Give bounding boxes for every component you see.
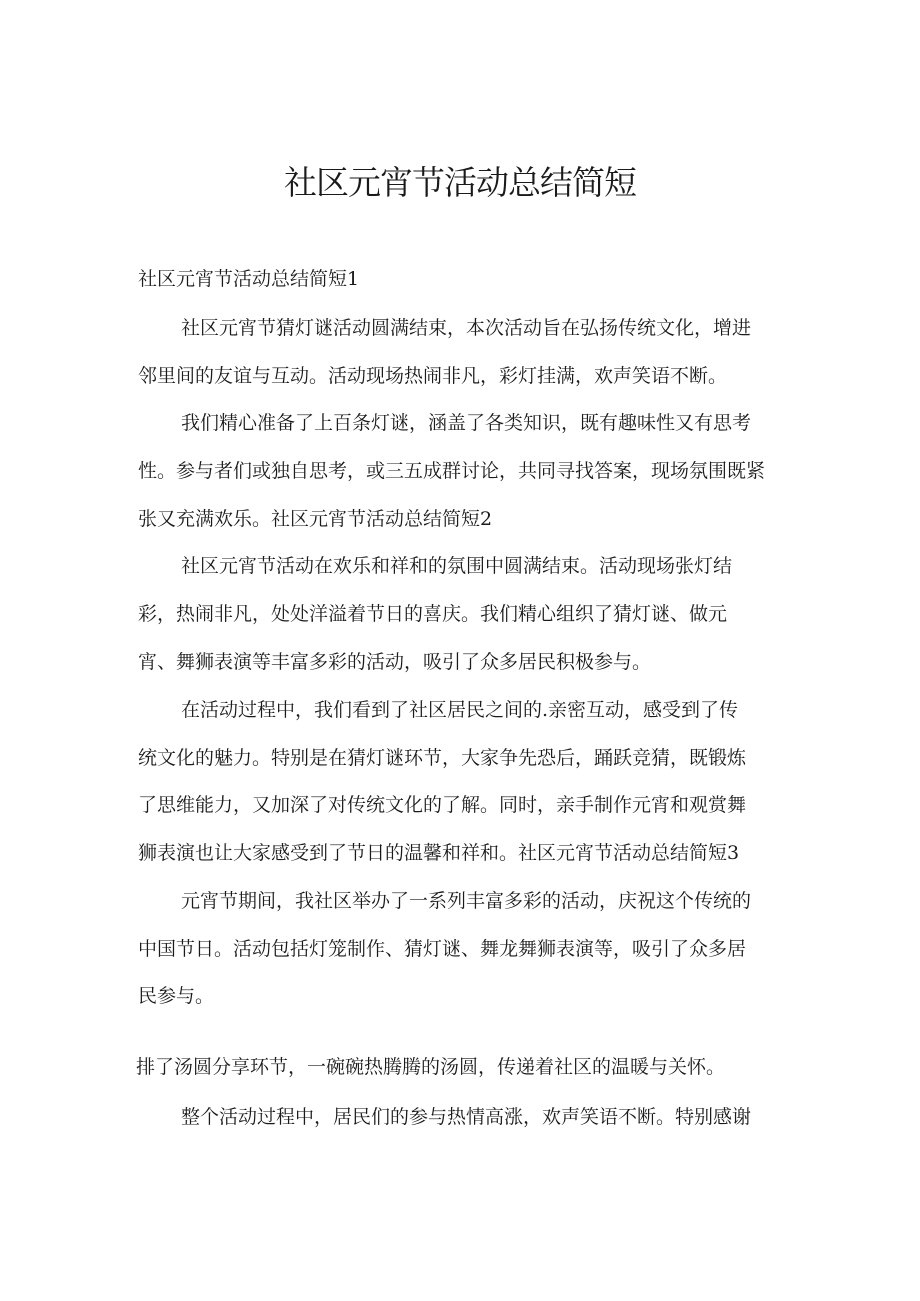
- paragraph-line: 社区元宵节猜灯谜活动圆满结束，本次活动旨在弘扬传统文化，增进: [181, 317, 752, 339]
- paragraph-line: 统文化的魅力。特别是在猜灯谜环节，大家争先恐后，踊跃竞猜，既锻炼: [138, 747, 747, 769]
- paragraph-line: 排了汤圆分享环节，一碗碗热腾腾的汤圆，传递着社区的温暖与关怀。: [136, 1056, 726, 1078]
- paragraph-line: 在活动过程中，我们看到了社区居民之间的.亲密互动，感受到了传: [181, 699, 739, 721]
- paragraph-line: 性。参与者们或独自思考，或三五成群讨论，共同寻找答案，现场氛围既紧: [138, 460, 766, 482]
- paragraph-line: 狮表演也让大家感受到了节日的温馨和祥和。社区元宵节活动总结简短3: [138, 842, 740, 864]
- paragraph-line: 元宵节期间，我社区举办了一系列丰富多彩的活动，庆祝这个传统的: [181, 890, 752, 912]
- paragraph-line: 宵、舞狮表演等丰富多彩的活动，吸引了众多居民积极参与。: [138, 651, 652, 673]
- paragraph-line: 张又充满欢乐。社区元宵节活动总结简短2: [138, 508, 493, 530]
- paragraph-line: 我们精心准备了上百条灯谜，涵盖了各类知识，既有趣味性又有思考: [181, 412, 752, 434]
- paragraph-line: 社区元宵节活动在欢乐和祥和的氛围中圆满结束。活动现场张灯结: [181, 555, 733, 577]
- paragraph-line: 了思维能力，又加深了对传统文化的了解。同时，亲手制作元宵和观赏舞: [138, 794, 747, 816]
- document-title: 社区元宵节活动总结简短: [284, 163, 636, 202]
- paragraph-line: 中国节日。活动包括灯笼制作、猜灯谜、舞龙舞狮表演等，吸引了众多居: [138, 938, 747, 960]
- paragraph-line: 邻里间的友谊与互动。活动现场热闹非凡，彩灯挂满，欢声笑语不断。: [138, 365, 728, 387]
- paragraph-line: 整个活动过程中，居民们的参与热情高涨，欢声笑语不断。特别感谢: [181, 1106, 752, 1128]
- paragraph-line: 彩，热闹非凡，处处洋溢着节日的喜庆。我们精心组织了猜灯谜、做元: [138, 603, 728, 625]
- section-heading-1: 社区元宵节活动总结简短1: [138, 268, 360, 290]
- paragraph-line: 民参与。: [138, 985, 215, 1007]
